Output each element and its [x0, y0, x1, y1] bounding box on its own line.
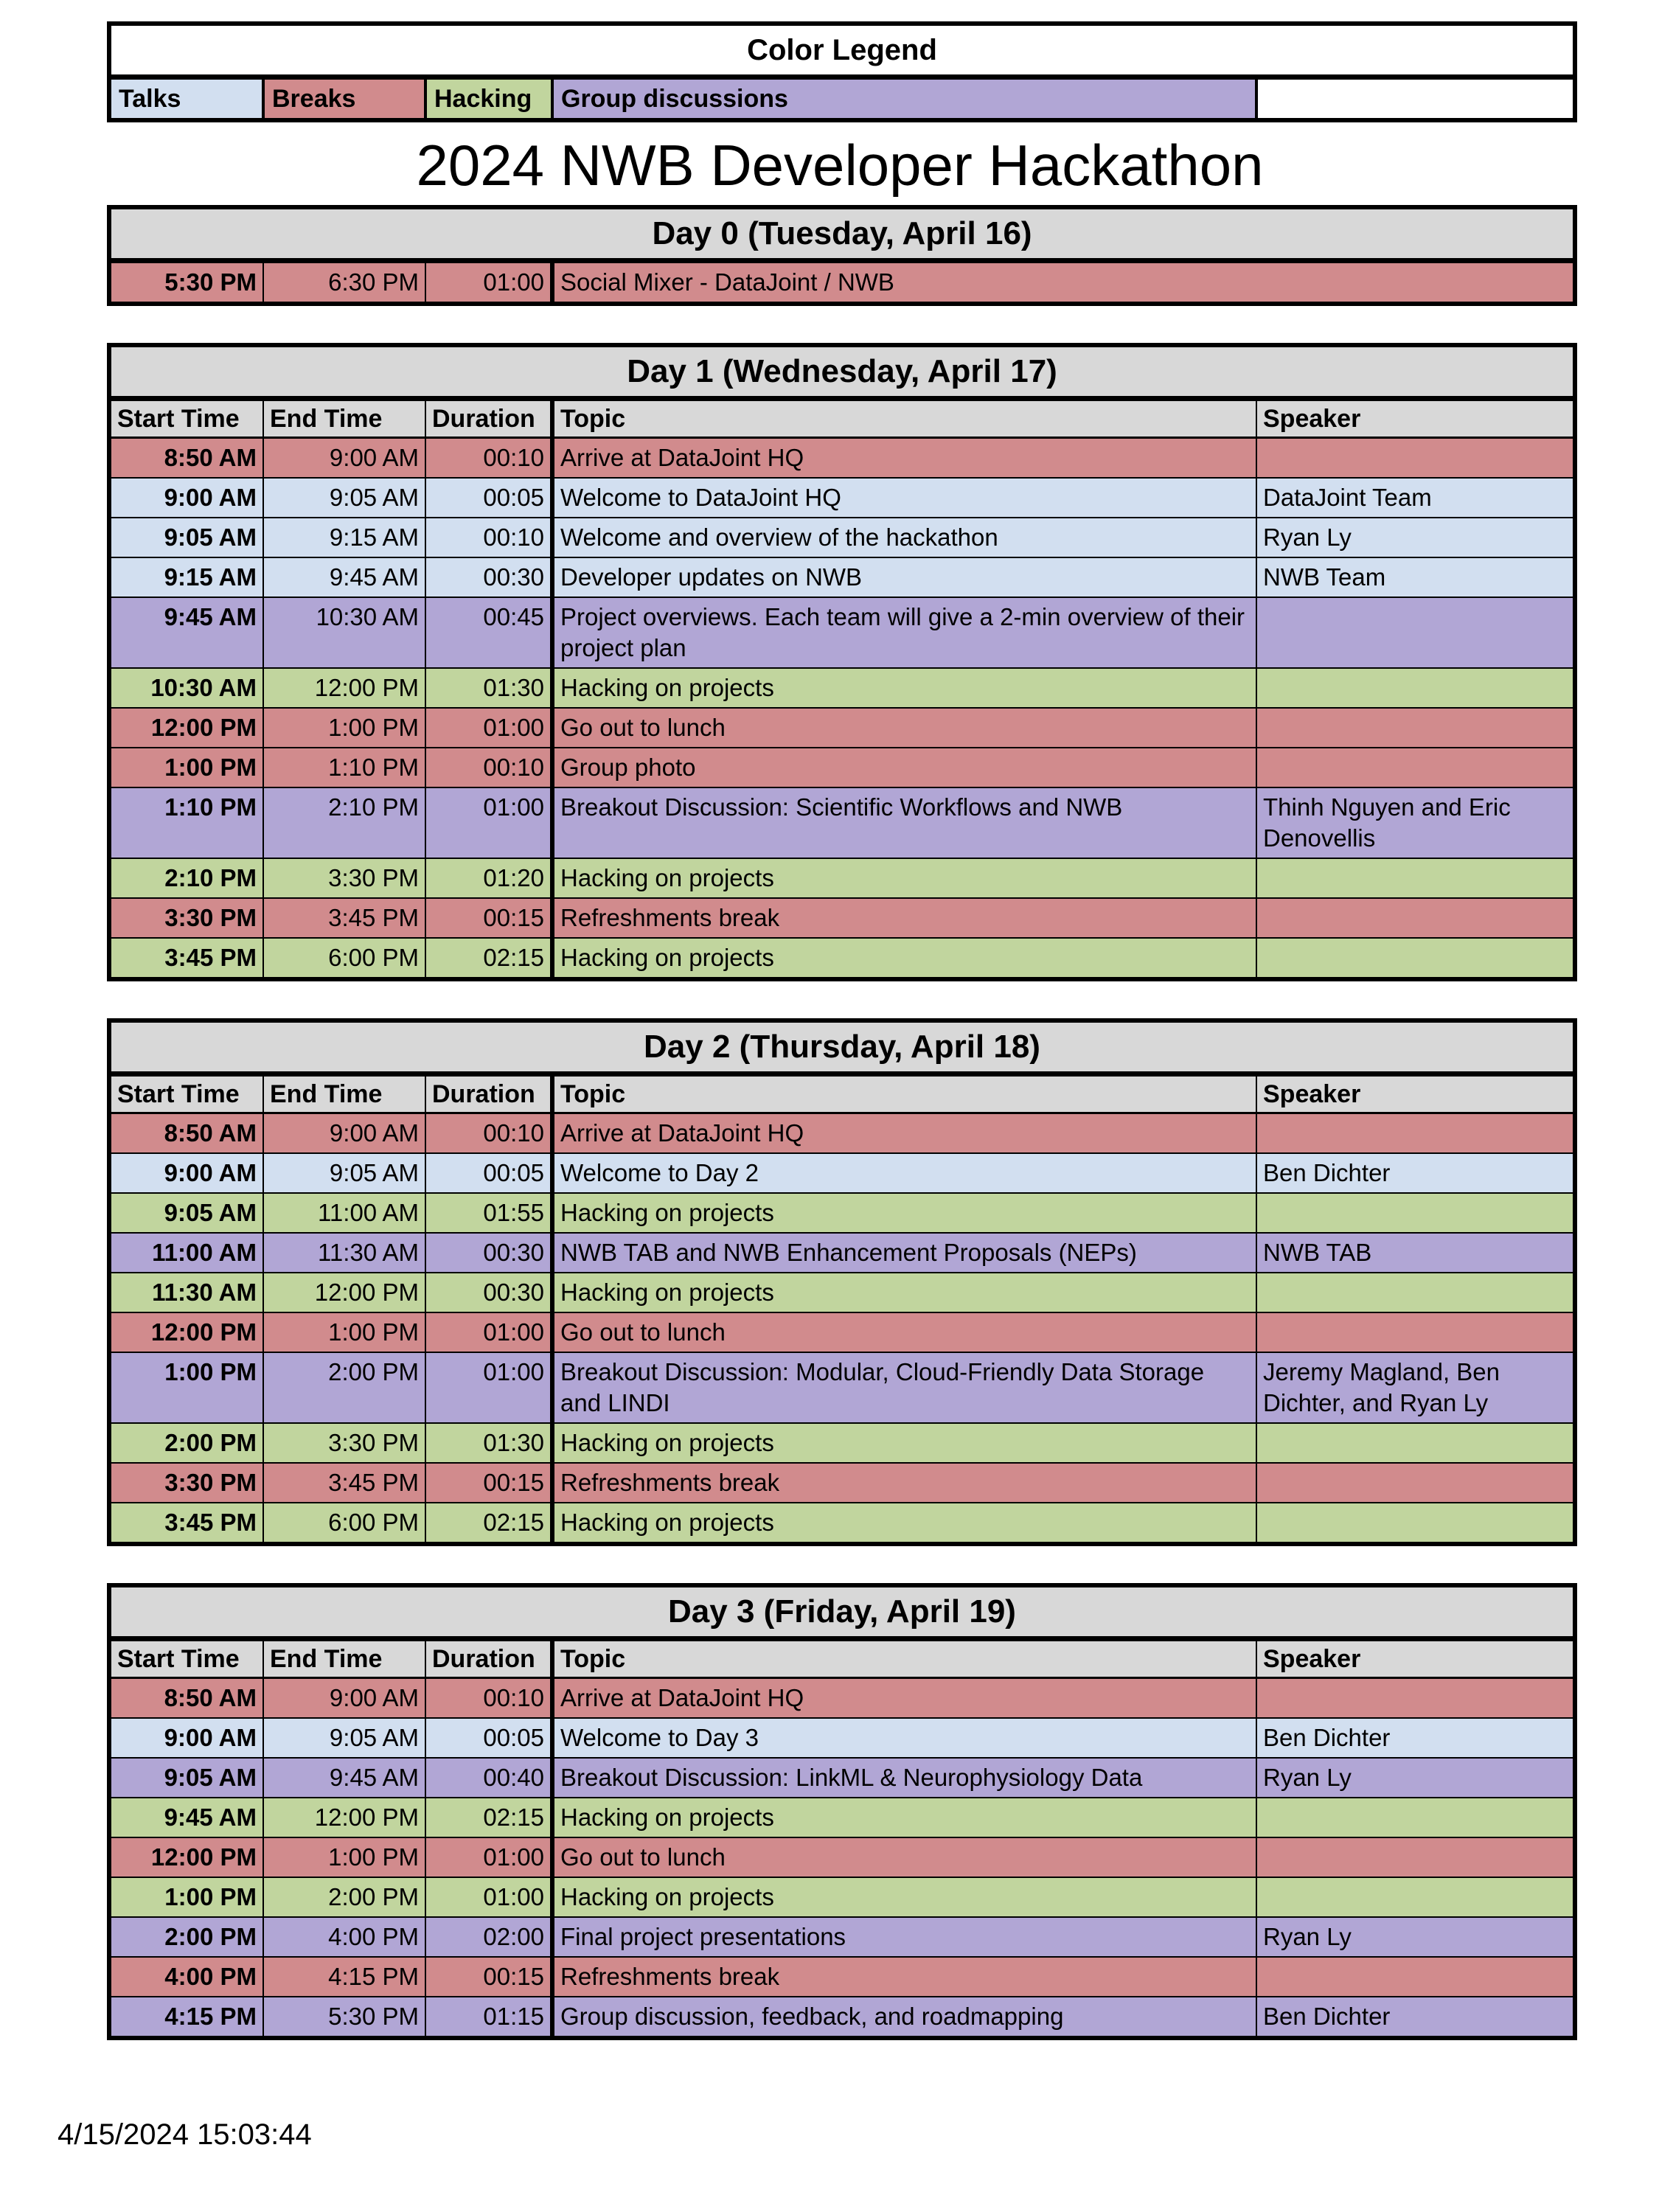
- speaker-cell: [1256, 1837, 1575, 1877]
- topic-cell: Arrive at DataJoint HQ: [552, 1678, 1256, 1719]
- end-time-cell: 6:00 PM: [263, 1503, 425, 1544]
- speaker-cell: NWB TAB: [1256, 1233, 1575, 1273]
- end-time-cell: 3:30 PM: [263, 1423, 425, 1463]
- topic-cell: Refreshments break: [552, 1957, 1256, 1997]
- start-time-cell: 9:00 AM: [109, 1153, 263, 1193]
- speaker-cell: Thinh Nguyen and Eric Denovellis: [1256, 787, 1575, 858]
- column-header-topic: Topic: [552, 1074, 1256, 1113]
- duration-cell: 02:15: [425, 1798, 552, 1837]
- column-header-row: [109, 1639, 1575, 1678]
- speaker-cell: [1256, 708, 1575, 748]
- topic-cell: Hacking on projects: [552, 1423, 1256, 1463]
- start-time-cell: 3:30 PM: [109, 898, 263, 938]
- day-title-row: [109, 345, 1575, 399]
- start-time-cell: 5:30 PM: [109, 261, 263, 305]
- schedule-row-breaks: [109, 1463, 1575, 1503]
- start-time-cell: 1:00 PM: [109, 1352, 263, 1423]
- column-header-end-time: End Time: [263, 1074, 425, 1113]
- end-time-cell: 9:05 AM: [263, 1718, 425, 1758]
- speaker-cell: [1256, 1423, 1575, 1463]
- speaker-cell: [1256, 1957, 1575, 1997]
- start-time-cell: 12:00 PM: [109, 1837, 263, 1877]
- speaker-cell: Jeremy Magland, Ben Dichter, and Ryan Ly: [1256, 1352, 1575, 1423]
- speaker-cell: [1256, 1273, 1575, 1312]
- end-time-cell: 1:00 PM: [263, 708, 425, 748]
- start-time-cell: 12:00 PM: [109, 708, 263, 748]
- legend-item-talks: Talks: [109, 77, 263, 121]
- start-time-cell: 4:15 PM: [109, 1997, 263, 2038]
- schedule-row-hacking: [109, 668, 1575, 708]
- speaker-cell: [1256, 938, 1575, 979]
- speaker-cell: [1256, 1503, 1575, 1544]
- start-time-cell: 1:00 PM: [109, 1877, 263, 1917]
- column-header-start-time: Start Time: [109, 1074, 263, 1113]
- duration-cell: 00:45: [425, 597, 552, 668]
- column-header-end-time: End Time: [263, 399, 425, 438]
- schedule-row-group: [109, 597, 1575, 668]
- legend-title: Color Legend: [109, 24, 1575, 77]
- column-header-speaker: Speaker: [1256, 399, 1575, 438]
- start-time-cell: 9:45 AM: [109, 597, 263, 668]
- duration-cell: 00:10: [425, 438, 552, 479]
- topic-cell: Breakout Discussion: Modular, Cloud-Friendly Data Storage and LINDI: [552, 1352, 1256, 1423]
- speaker-cell: [1256, 1193, 1575, 1233]
- end-time-cell: 1:00 PM: [263, 1312, 425, 1352]
- duration-cell: 01:55: [425, 1193, 552, 1233]
- speaker-cell: [1256, 1877, 1575, 1917]
- schedule-row-hacking: [109, 1503, 1575, 1544]
- start-time-cell: 9:05 AM: [109, 1758, 263, 1798]
- duration-cell: 02:00: [425, 1917, 552, 1957]
- schedule-row-breaks: [109, 748, 1575, 787]
- duration-cell: 01:00: [425, 261, 552, 305]
- column-header-topic: Topic: [552, 399, 1256, 438]
- end-time-cell: 12:00 PM: [263, 668, 425, 708]
- speaker-cell: Ryan Ly: [1256, 1917, 1575, 1957]
- topic-cell: Refreshments break: [552, 898, 1256, 938]
- start-time-cell: 8:50 AM: [109, 1113, 263, 1154]
- topic-cell: Hacking on projects: [552, 1273, 1256, 1312]
- end-time-cell: 9:05 AM: [263, 1153, 425, 1193]
- speaker-cell: Ben Dichter: [1256, 1718, 1575, 1758]
- start-time-cell: 11:30 AM: [109, 1273, 263, 1312]
- column-header-topic: Topic: [552, 1639, 1256, 1678]
- duration-cell: 00:10: [425, 748, 552, 787]
- color-legend-table: [107, 21, 1577, 122]
- schedule-row-breaks: [109, 1837, 1575, 1877]
- duration-cell: 01:00: [425, 1352, 552, 1423]
- start-time-cell: 9:00 AM: [109, 1718, 263, 1758]
- schedule-row-group: [109, 1997, 1575, 2038]
- schedule-row-breaks: [109, 898, 1575, 938]
- legend-item-hacking: Hacking: [425, 77, 552, 121]
- speaker-cell: [1256, 597, 1575, 668]
- end-time-cell: 9:45 AM: [263, 557, 425, 597]
- schedule-row-breaks: [109, 1113, 1575, 1154]
- duration-cell: 00:30: [425, 1273, 552, 1312]
- topic-cell: Arrive at DataJoint HQ: [552, 438, 1256, 479]
- schedule-row-hacking: [109, 1193, 1575, 1233]
- duration-cell: 01:00: [425, 787, 552, 858]
- schedule-row-hacking: [109, 858, 1575, 898]
- duration-cell: 01:00: [425, 708, 552, 748]
- topic-cell: Go out to lunch: [552, 1837, 1256, 1877]
- start-time-cell: 4:00 PM: [109, 1957, 263, 1997]
- column-header-row: [109, 1074, 1575, 1113]
- end-time-cell: 6:00 PM: [263, 938, 425, 979]
- duration-cell: 00:05: [425, 1153, 552, 1193]
- schedule-row-hacking: [109, 938, 1575, 979]
- end-time-cell: 2:00 PM: [263, 1352, 425, 1423]
- start-time-cell: 9:05 AM: [109, 1193, 263, 1233]
- start-time-cell: 8:50 AM: [109, 438, 263, 479]
- duration-cell: 00:10: [425, 518, 552, 557]
- end-time-cell: 9:45 AM: [263, 1758, 425, 1798]
- end-time-cell: 9:00 AM: [263, 1678, 425, 1719]
- page-title: 2024 NWB Developer Hackathon: [416, 133, 1264, 198]
- duration-cell: 02:15: [425, 938, 552, 979]
- topic-cell: NWB TAB and NWB Enhancement Proposals (NEPs): [552, 1233, 1256, 1273]
- end-time-cell: 9:00 AM: [263, 438, 425, 479]
- duration-cell: 02:15: [425, 1503, 552, 1544]
- day-table-0: [107, 205, 1577, 306]
- speaker-cell: Ryan Ly: [1256, 1758, 1575, 1798]
- column-header-speaker: Speaker: [1256, 1074, 1575, 1113]
- duration-cell: 00:05: [425, 1718, 552, 1758]
- column-header-duration: Duration: [425, 1074, 552, 1113]
- start-time-cell: 9:05 AM: [109, 518, 263, 557]
- schedule-row-group: [109, 1233, 1575, 1273]
- speaker-cell: [1256, 1312, 1575, 1352]
- schedule-row-hacking: [109, 1877, 1575, 1917]
- schedule-row-group: [109, 1758, 1575, 1798]
- speaker-cell: Ryan Ly: [1256, 518, 1575, 557]
- day-title-row: [109, 1020, 1575, 1074]
- start-time-cell: 10:30 AM: [109, 668, 263, 708]
- topic-cell: Project overviews. Each team will give a 2-min overview of their project plan: [552, 597, 1256, 668]
- schedule-row-breaks: [109, 708, 1575, 748]
- end-time-cell: 2:10 PM: [263, 787, 425, 858]
- schedule-row-breaks: [109, 1312, 1575, 1352]
- start-time-cell: 3:30 PM: [109, 1463, 263, 1503]
- legend-colors-row: [109, 77, 1575, 121]
- speaker-cell: [1256, 898, 1575, 938]
- duration-cell: 01:00: [425, 1312, 552, 1352]
- topic-cell: Final project presentations: [552, 1917, 1256, 1957]
- day-title: Day 0 (Tuesday, April 16): [109, 207, 1575, 261]
- duration-cell: 00:15: [425, 1463, 552, 1503]
- end-time-cell: 3:45 PM: [263, 1463, 425, 1503]
- duration-cell: 00:15: [425, 898, 552, 938]
- start-time-cell: 9:15 AM: [109, 557, 263, 597]
- topic-cell: Welcome to Day 3: [552, 1718, 1256, 1758]
- speaker-cell: DataJoint Team: [1256, 478, 1575, 518]
- topic-cell: Refreshments break: [552, 1463, 1256, 1503]
- speaker-cell: Ben Dichter: [1256, 1153, 1575, 1193]
- duration-cell: 00:30: [425, 1233, 552, 1273]
- speaker-cell: [1256, 1678, 1575, 1719]
- column-header-start-time: Start Time: [109, 1639, 263, 1678]
- legend-title-row: [109, 24, 1575, 77]
- end-time-cell: 9:15 AM: [263, 518, 425, 557]
- topic-cell: Welcome to DataJoint HQ: [552, 478, 1256, 518]
- day-table-2: [107, 1018, 1577, 1546]
- schedule-row-breaks: [109, 1678, 1575, 1719]
- topic-cell: Group discussion, feedback, and roadmapping: [552, 1997, 1256, 2038]
- start-time-cell: 9:45 AM: [109, 1798, 263, 1837]
- start-time-cell: 2:10 PM: [109, 858, 263, 898]
- legend-item-group: Group discussions: [552, 77, 1256, 121]
- speaker-cell: [1256, 438, 1575, 479]
- speaker-cell: [1256, 668, 1575, 708]
- start-time-cell: 2:00 PM: [109, 1917, 263, 1957]
- end-time-cell: 2:00 PM: [263, 1877, 425, 1917]
- end-time-cell: 12:00 PM: [263, 1798, 425, 1837]
- column-header-start-time: Start Time: [109, 399, 263, 438]
- end-time-cell: 4:00 PM: [263, 1917, 425, 1957]
- end-time-cell: 9:00 AM: [263, 1113, 425, 1154]
- schedule-row-group: [109, 1352, 1575, 1423]
- legend-item-breaks: Breaks: [263, 77, 425, 121]
- topic-cell: Social Mixer - DataJoint / NWB: [552, 261, 1575, 305]
- start-time-cell: 1:10 PM: [109, 787, 263, 858]
- end-time-cell: 1:10 PM: [263, 748, 425, 787]
- schedule-row-talks: [109, 518, 1575, 557]
- column-header-duration: Duration: [425, 1639, 552, 1678]
- schedule-row-breaks: [109, 438, 1575, 479]
- topic-cell: Hacking on projects: [552, 938, 1256, 979]
- topic-cell: Hacking on projects: [552, 858, 1256, 898]
- duration-cell: 01:30: [425, 1423, 552, 1463]
- topic-cell: Welcome to Day 2: [552, 1153, 1256, 1193]
- speaker-cell: [1256, 1463, 1575, 1503]
- duration-cell: 00:05: [425, 478, 552, 518]
- schedule-row-group: [109, 1917, 1575, 1957]
- duration-cell: 00:30: [425, 557, 552, 597]
- end-time-cell: 12:00 PM: [263, 1273, 425, 1312]
- end-time-cell: 10:30 AM: [263, 597, 425, 668]
- topic-cell: Hacking on projects: [552, 668, 1256, 708]
- day-title-row: [109, 1585, 1575, 1639]
- end-time-cell: 6:30 PM: [263, 261, 425, 305]
- duration-cell: 00:15: [425, 1957, 552, 1997]
- topic-cell: Developer updates on NWB: [552, 557, 1256, 597]
- topic-cell: Hacking on projects: [552, 1193, 1256, 1233]
- day-title: Day 2 (Thursday, April 18): [109, 1020, 1575, 1074]
- end-time-cell: 4:15 PM: [263, 1957, 425, 1997]
- duration-cell: 00:10: [425, 1113, 552, 1154]
- speaker-cell: [1256, 748, 1575, 787]
- schedule-row-talks: [109, 478, 1575, 518]
- topic-cell: Go out to lunch: [552, 708, 1256, 748]
- schedule-row-breaks: [109, 261, 1575, 305]
- start-time-cell: 9:00 AM: [109, 478, 263, 518]
- end-time-cell: 11:00 AM: [263, 1193, 425, 1233]
- day-title: Day 3 (Friday, April 19): [109, 1585, 1575, 1639]
- schedule-row-hacking: [109, 1423, 1575, 1463]
- speaker-cell: [1256, 858, 1575, 898]
- speaker-cell: [1256, 1798, 1575, 1837]
- column-header-speaker: Speaker: [1256, 1639, 1575, 1678]
- day-table-3: [107, 1583, 1577, 2040]
- end-time-cell: 1:00 PM: [263, 1837, 425, 1877]
- schedule-row-hacking: [109, 1798, 1575, 1837]
- topic-cell: Hacking on projects: [552, 1877, 1256, 1917]
- speaker-cell: [1256, 1113, 1575, 1154]
- legend-empty-cell: [1256, 77, 1575, 121]
- topic-cell: Hacking on projects: [552, 1503, 1256, 1544]
- duration-cell: 00:10: [425, 1678, 552, 1719]
- topic-cell: Breakout Discussion: Scientific Workflows and NWB: [552, 787, 1256, 858]
- column-header-end-time: End Time: [263, 1639, 425, 1678]
- schedule-row-talks: [109, 1718, 1575, 1758]
- end-time-cell: 3:30 PM: [263, 858, 425, 898]
- start-time-cell: 3:45 PM: [109, 1503, 263, 1544]
- topic-cell: Group photo: [552, 748, 1256, 787]
- topic-cell: Go out to lunch: [552, 1312, 1256, 1352]
- end-time-cell: 11:30 AM: [263, 1233, 425, 1273]
- speaker-cell: Ben Dichter: [1256, 1997, 1575, 2038]
- duration-cell: 01:15: [425, 1997, 552, 2038]
- schedule-document: [107, 21, 1573, 2077]
- schedule-row-breaks: [109, 1957, 1575, 1997]
- topic-cell: Breakout Discussion: LinkML & Neurophysiology Data: [552, 1758, 1256, 1798]
- day-tables: [107, 205, 1573, 2040]
- schedule-row-talks: [109, 557, 1575, 597]
- duration-cell: 01:00: [425, 1837, 552, 1877]
- footer-timestamp: 4/15/2024 15:03:44: [58, 2118, 312, 2151]
- start-time-cell: 11:00 AM: [109, 1233, 263, 1273]
- duration-cell: 01:20: [425, 858, 552, 898]
- day-title: Day 1 (Wednesday, April 17): [109, 345, 1575, 399]
- day-table-1: [107, 343, 1577, 981]
- end-time-cell: 5:30 PM: [263, 1997, 425, 2038]
- speaker-cell: NWB Team: [1256, 557, 1575, 597]
- start-time-cell: 3:45 PM: [109, 938, 263, 979]
- duration-cell: 00:40: [425, 1758, 552, 1798]
- topic-cell: Arrive at DataJoint HQ: [552, 1113, 1256, 1154]
- topic-cell: Hacking on projects: [552, 1798, 1256, 1837]
- start-time-cell: 2:00 PM: [109, 1423, 263, 1463]
- day-title-row: [109, 207, 1575, 261]
- start-time-cell: 12:00 PM: [109, 1312, 263, 1352]
- column-header-duration: Duration: [425, 399, 552, 438]
- column-header-row: [109, 399, 1575, 438]
- schedule-row-group: [109, 787, 1575, 858]
- end-time-cell: 3:45 PM: [263, 898, 425, 938]
- topic-cell: Welcome and overview of the hackathon: [552, 518, 1256, 557]
- duration-cell: 01:00: [425, 1877, 552, 1917]
- duration-cell: 01:30: [425, 668, 552, 708]
- end-time-cell: 9:05 AM: [263, 478, 425, 518]
- schedule-row-hacking: [109, 1273, 1575, 1312]
- start-time-cell: 8:50 AM: [109, 1678, 263, 1719]
- schedule-row-talks: [109, 1153, 1575, 1193]
- start-time-cell: 1:00 PM: [109, 748, 263, 787]
